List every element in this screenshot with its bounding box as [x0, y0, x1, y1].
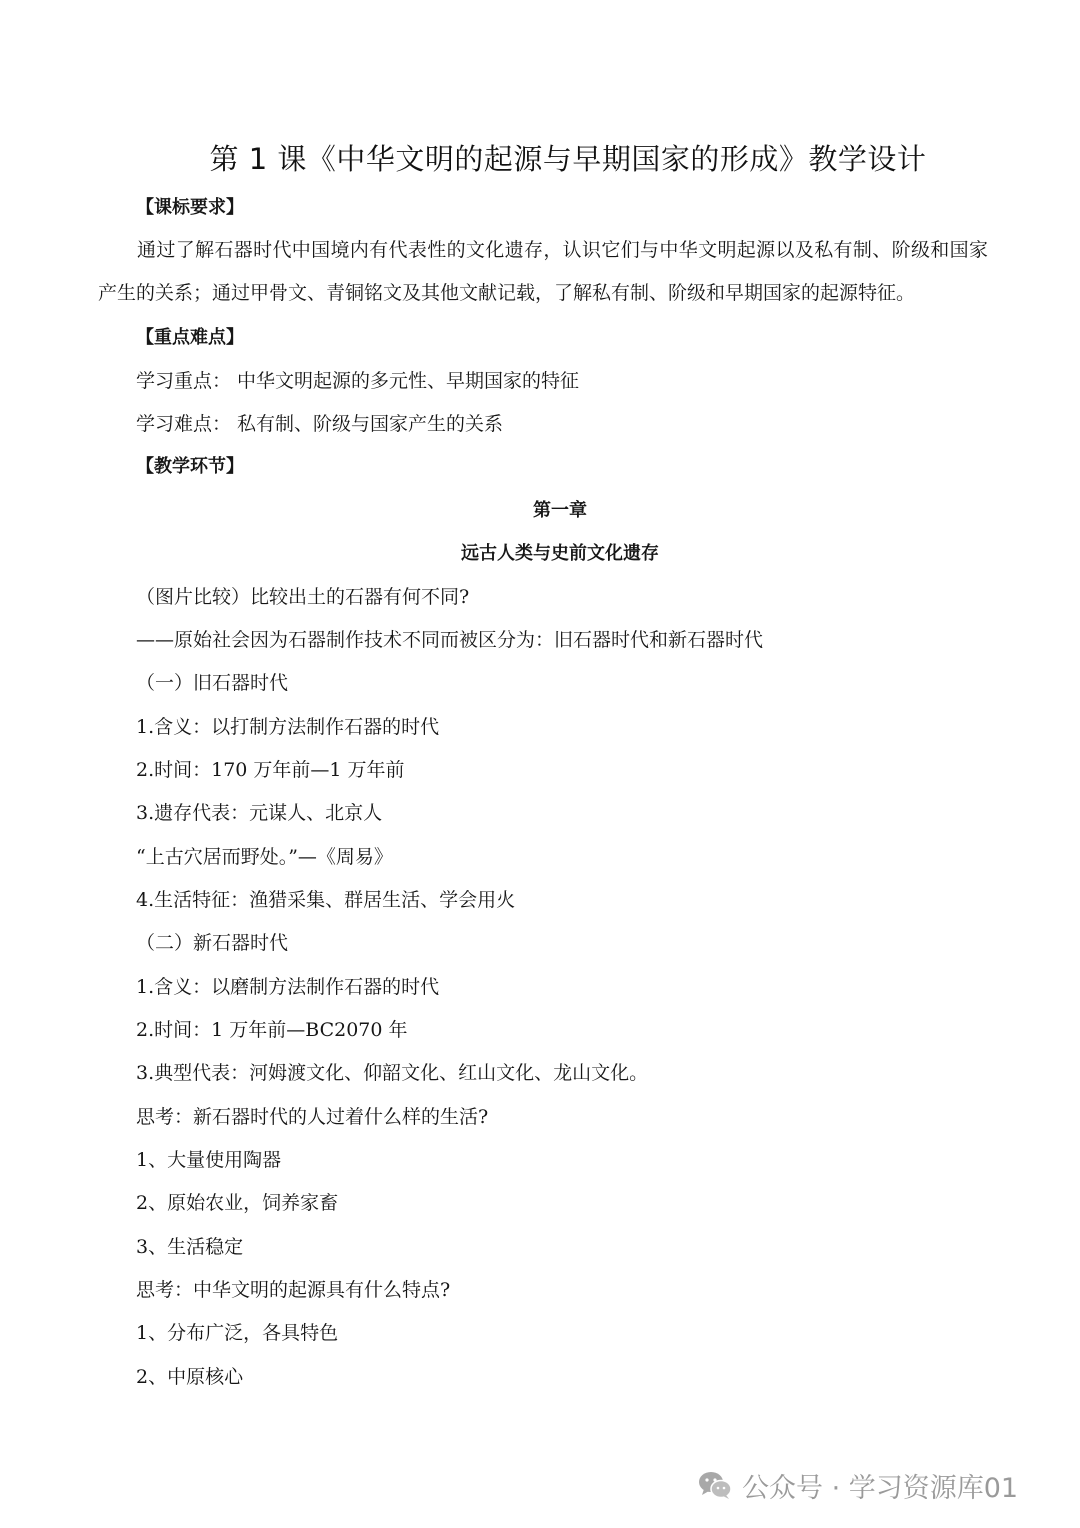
body-line: （二）新石器时代 — [136, 932, 289, 954]
standards-paragraph: 通过了解石器时代中国境内有代表性的文化遗存，认识它们与中华文明起源以及私有制、阶级和国家产生的关系；通过甲骨文、青铜铭文及其他文献记载，了解私有制、阶级和早期国家的起源特征。 — [98, 239, 988, 304]
body-line: 1、大量使用陶器 — [136, 1149, 282, 1171]
page-title: 第 1 课《中华文明的起源与早期国家的形成》教学设计 — [209, 142, 927, 176]
key-difficulty-heading: 【重点难点】 — [136, 327, 244, 348]
body-line: 1.含义：以磨制方法制作石器的时代 — [136, 976, 440, 998]
body-line: 2、原始农业，饲养家畜 — [136, 1192, 339, 1214]
body-line: ——原始社会因为石器制作技术不同而被区分为：旧石器时代和新石器时代 — [136, 629, 764, 651]
chapter-number: 第一章 — [533, 500, 587, 521]
body-line: “上古穴居而野处。”—《周易》 — [136, 846, 393, 868]
body-line: 2、中原核心 — [136, 1366, 244, 1388]
body-line: 1、分布广泛，各具特色 — [136, 1322, 339, 1344]
key-point: 学习重点： 中华文明起源的多元性、早期国家的特征 — [136, 370, 580, 392]
body-line: （一）旧石器时代 — [136, 672, 289, 694]
body-line: 2.时间：1 万年前—BC2070 年 — [136, 1019, 408, 1041]
difficult-point: 学习难点： 私有制、阶级与国家产生的关系 — [136, 413, 504, 435]
watermark-footer — [698, 1462, 1018, 1508]
body-line: 1.含义：以打制方法制作石器的时代 — [136, 716, 440, 738]
body-line: 3.典型代表：河姆渡文化、仰韶文化、红山文化、龙山文化。 — [136, 1062, 649, 1084]
body-line: 3、生活稳定 — [136, 1236, 244, 1258]
body-line: 2.时间：170 万年前—1 万年前 — [136, 759, 405, 781]
teaching-heading: 【教学环节】 — [136, 456, 244, 477]
body-line: 思考：中华文明的起源具有什么特点? — [136, 1279, 451, 1301]
body-line: 4.生活特征：渔猎采集、群居生活、学会用火 — [136, 889, 516, 911]
body-line: （图片比较）比较出土的石器有何不同? — [136, 586, 470, 608]
wechat-icon — [698, 1470, 732, 1500]
watermark-text: 公众号 · 学习资源库01 — [742, 1472, 1019, 1504]
body-line: 3.遗存代表：元谋人、北京人 — [136, 802, 383, 824]
body-line: 思考：新石器时代的人过着什么样的生活? — [136, 1106, 489, 1128]
standards-heading: 【课标要求】 — [136, 197, 244, 218]
chapter-title: 远古人类与史前文化遗存 — [461, 543, 659, 564]
